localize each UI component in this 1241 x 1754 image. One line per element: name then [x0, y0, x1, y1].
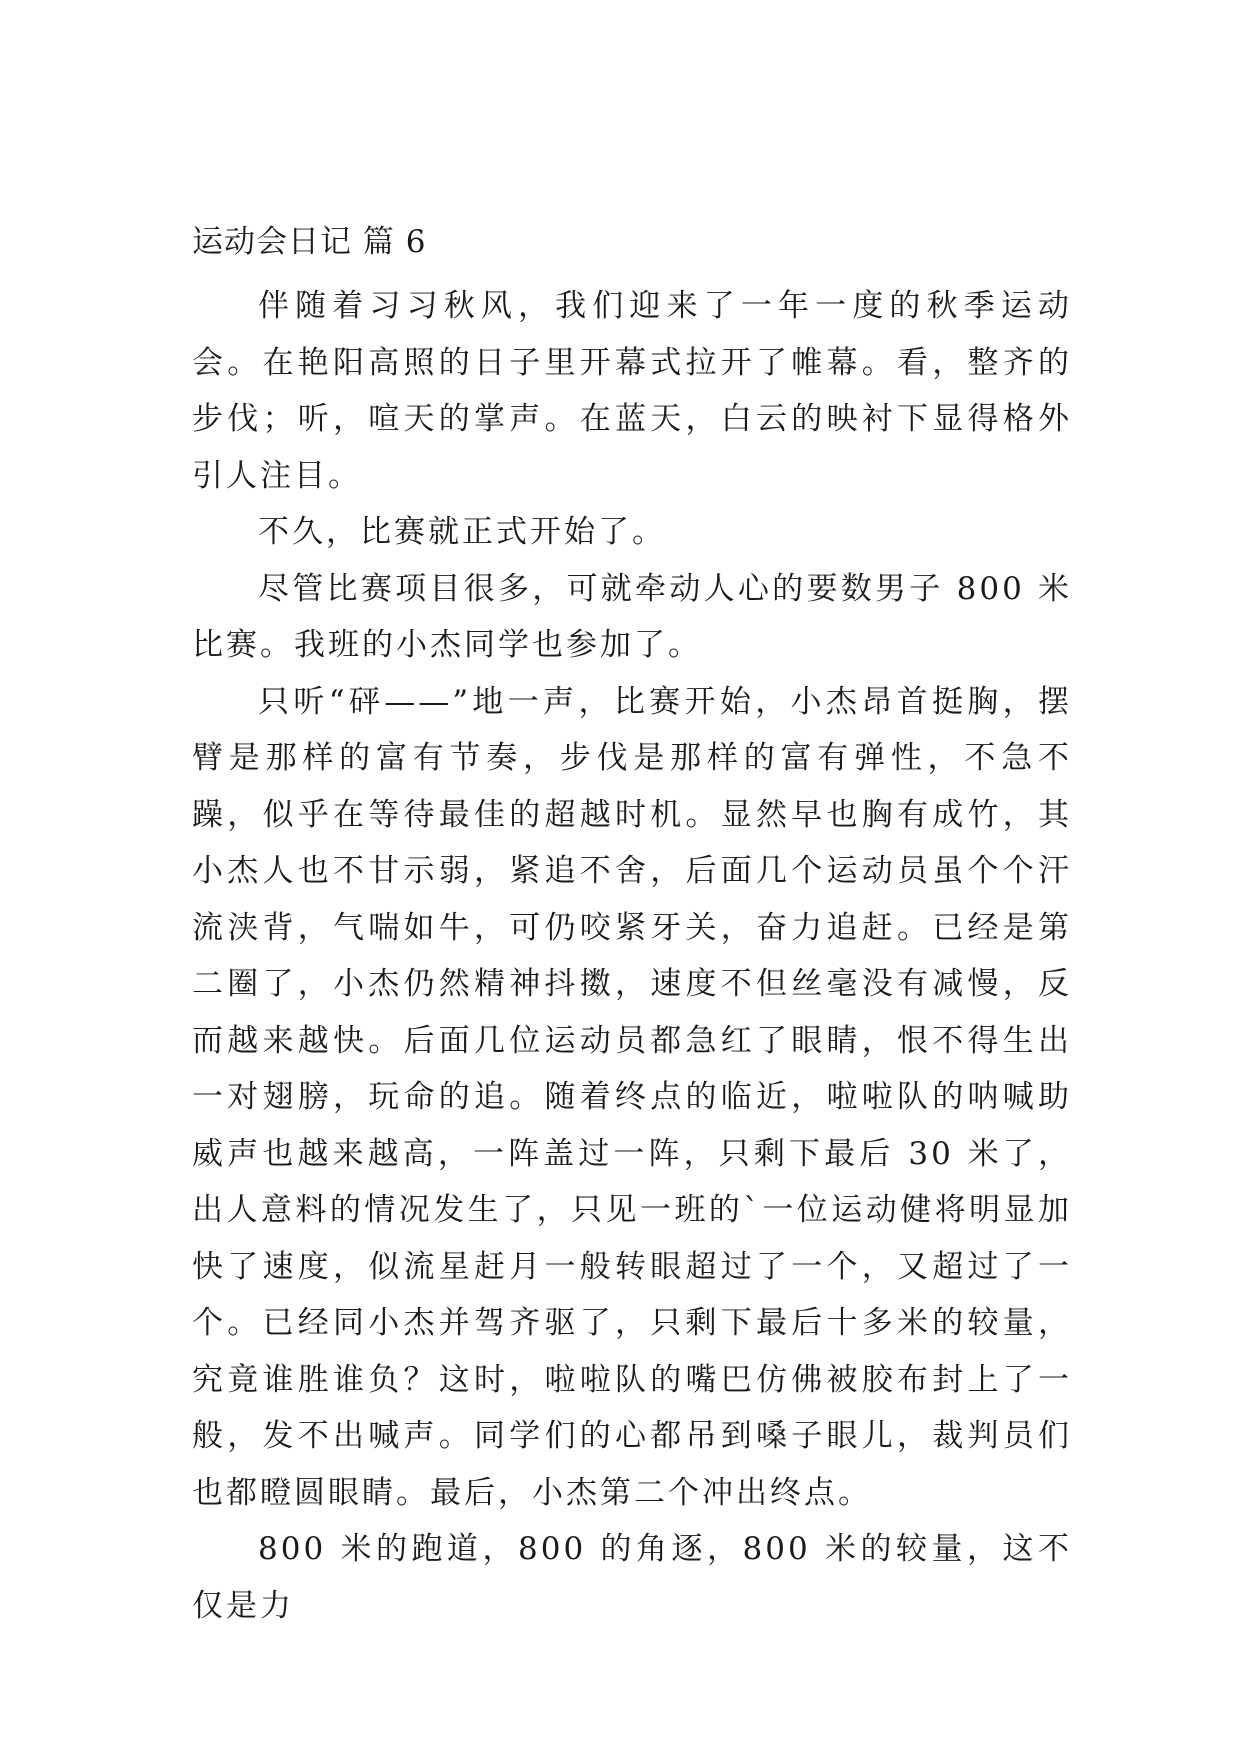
paragraph: 不久，比赛就正式开始了。	[258, 514, 666, 550]
document-body	[192, 278, 1072, 1634]
document-title: 运动会日记 篇 6	[192, 224, 427, 260]
paragraph: 800 米的跑道，800 的角逐，800 米的较量，这不仅是力	[192, 1531, 1072, 1624]
paragraph: 只听“砰——”地一声，比赛开始，小杰昂首挺胸，摆臂是那样的富有节奏，步伐是那样的富有弹性，不急不躁，似乎在等待最佳的超越时机。显然早也胸有成竹，其小杰人也不甘示弱，紧追不舍，后面几个运动员虽个个汗流浃背，气喘如牛，可仍咬紧牙关，奋力追赶。已经是第二圈了，小杰仍然精神抖擞，速度不但丝毫没有减慢，反而越来越快。后面几位运动员都急红了眼睛，恨不得生出一对翅膀，玩命的追。随着终点的临近，啦啦队的呐喊助威声也越来越高，一阵盖过一阵，只剩下最后 30 米了，出人意料的情况发生了，只见一班的`一位运动健将明显加快了速度，似流星赶月一般转眼超过了一个，又超过了一个。已经同小杰并驾齐驱了，只剩下最后十多米的较量，究竟谁胜谁负？这时，啦啦队的嘴巴仿佛被胶布封上了一般，发不出喊声。同学们的心都吊到嗓子眼儿，裁判员们也都瞪圆眼睛。最后，小杰第二个冲出终点。	[192, 683, 1072, 1511]
paragraph: 尽管比赛项目很多，可就牵动人心的要数男子 800 米比赛。我班的小杰同学也参加了。	[192, 570, 1072, 663]
paragraph: 伴随着习习秋风，我们迎来了一年一度的秋季运动会。在艳阳高照的日子里开幕式拉开了帷幕。看，整齐的步伐；听，喧天的掌声。在蓝天，白云的映衬下显得格外引人注目。	[192, 288, 1072, 494]
